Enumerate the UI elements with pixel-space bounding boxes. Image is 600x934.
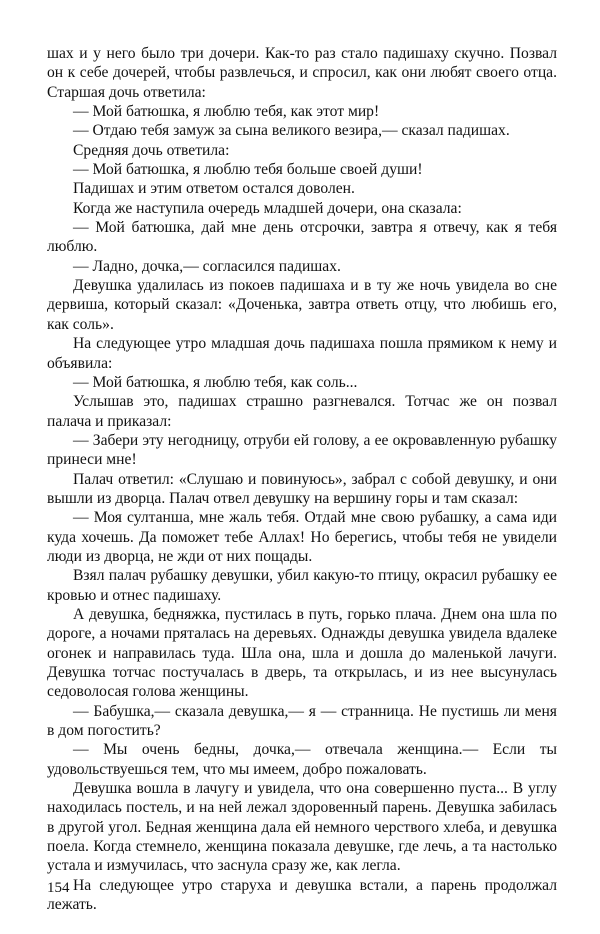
paragraph: — Моя султанша, мне жаль тебя. Отдай мне свою рубашку, а сама иди куда хочешь. Да поможет тебе Аллах! Но берегись, чтобы тебя не увидели люди из дворца, не жди от них пощады. bbox=[47, 509, 557, 565]
paragraph: Когда же наступила очередь младшей дочери, она сказала: bbox=[73, 199, 462, 217]
paragraph: На следующее утро старуха и девушка встали, а парень продолжал лежать. bbox=[47, 876, 557, 914]
paragraph: Палач ответил: «Слушаю и повинуюсь», забрал с собой девушку, и они вышли из дворца. Палач отвел девушку на вершину горы и там сказал: bbox=[47, 470, 557, 507]
paragraph: — Мой батюшка, я люблю тебя больше своей души! bbox=[73, 161, 423, 179]
paragraph: Падишах и этим ответом остался доволен. bbox=[73, 180, 355, 198]
paragraph: Взял палач рубашку девушки, убил какую-то птицу, окрасил рубашку ее кровью и отнес падишаху. bbox=[47, 567, 557, 604]
paragraph: Девушка удалилась из покоев падишаха и в ту же ночь увидела во сне дервиша, который сказал: «Доченька, завтра ответь отцу, что любишь его, как соль». bbox=[47, 277, 557, 333]
paragraph: — Ладно, дочка,— согласился падишах. bbox=[73, 257, 341, 275]
paragraph: — Мой батюшка, я люблю тебя, как соль... bbox=[73, 373, 358, 391]
paragraph: — Мы очень бедны, дочка,— отвечала женщина.— Если ты удовольствуешься тем, что мы имеем, добро пожаловать. bbox=[47, 741, 557, 778]
paragraph: Услышав это, падишах страшно разгневался. Тотчас же он позвал палача и приказал: bbox=[47, 393, 557, 430]
paragraph: шах и у него было три дочери. Как-то раз стало падишаху скучно. Позвал он к себе дочерей, чтобы развлечься, и спросил, как они любят своего отца. Старшая дочь ответила: bbox=[47, 45, 557, 101]
paragraph: — Отдаю тебя замуж за сына великого везира,— сказал падишах. bbox=[73, 122, 510, 140]
paragraph: — Мой батюшка, дай мне день отсрочки, завтра я отвечу, как я тебя люблю. bbox=[47, 219, 557, 256]
paragraph: — Бабушка,— сказала девушка,— я — странница. Не пустишь ли меня в дом погостить? bbox=[47, 702, 557, 740]
paragraph: — Забери эту негодницу, отруби ей голову, а ее окровавленную рубашку принеси мне! bbox=[47, 431, 557, 469]
paragraph: Средняя дочь ответила: bbox=[73, 141, 230, 159]
page-number: 154 bbox=[47, 880, 70, 896]
paragraph: — Мой батюшка, я люблю тебя, как этот мир! bbox=[73, 103, 380, 121]
paragraph: На следующее утро младшая дочь падишаха пошла прямиком к нему и объявила: bbox=[47, 335, 557, 372]
book-page-text bbox=[47, 44, 557, 914]
paragraph: Девушка вошла в лачугу и увидела, что она совершенно пуста... В углу находилась постель, и на ней лежал здоровенный парень. Девушка забилась в другой угол. Бедная женщина дала ей немного черствого хлеба, и девушка поела. Когда стемнело, женщина показала девушке, где лечь, а та настолько устала и измучилась, что заснула сразу же, как легла. bbox=[47, 780, 557, 875]
paragraph: А девушка, бедняжка, пустилась в путь, горько плача. Днем она шла по дороге, а ночами пряталась на деревьях. Однажды девушка увидела вдалеке огонек и направилась туда. Шла она, шла и дошла до маленькой лачуги. Девушка тотчас постучалась в дверь, та открылась, и из нее высунулась седоволосая голова женщины. bbox=[47, 605, 557, 701]
